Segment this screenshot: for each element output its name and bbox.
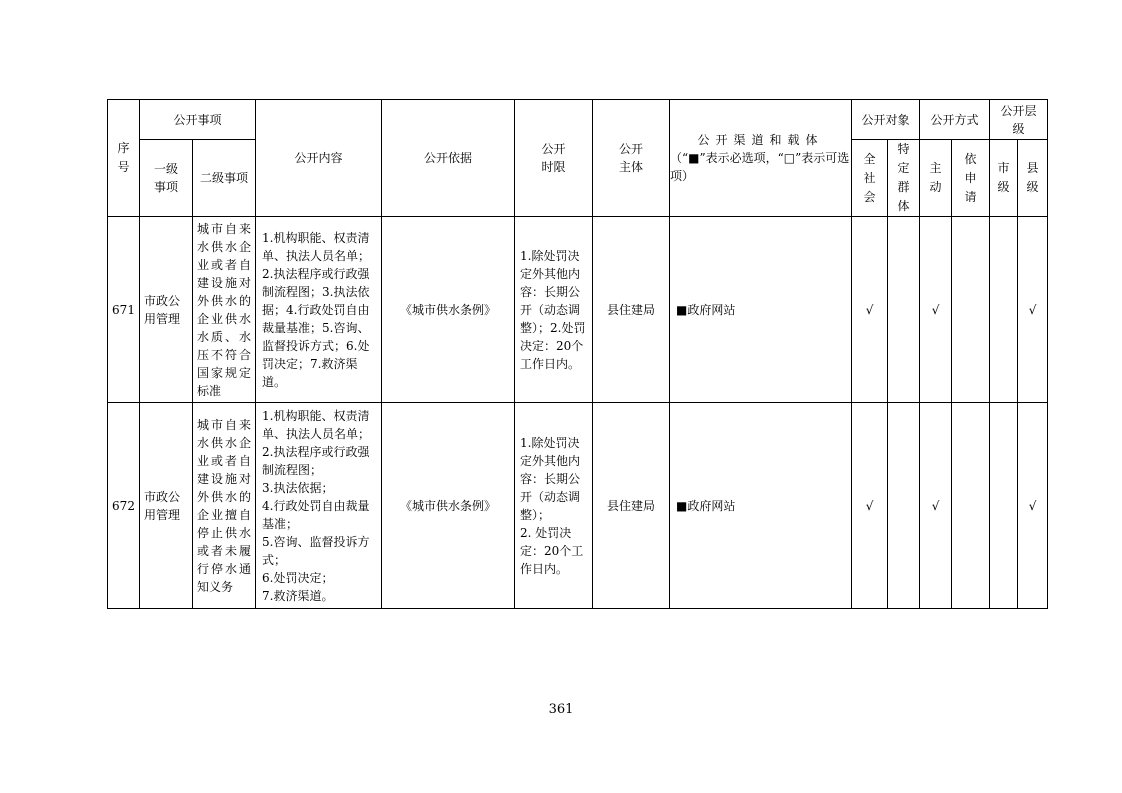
- row-level2: [193, 217, 256, 403]
- header-time-limit: [515, 100, 593, 217]
- row-subject: 县住建局: [593, 403, 670, 609]
- table-body: [108, 217, 1048, 609]
- row-level1-text: 市政公用管理: [144, 489, 181, 522]
- row-level2: [193, 403, 256, 609]
- header-basis: 公开依据: [382, 100, 515, 217]
- header-level2: 二级事项: [193, 140, 256, 217]
- row-channel-text: ■政府网站: [676, 498, 736, 513]
- header-method-apply-label: 依申请: [964, 151, 977, 204]
- header-content: 公开内容: [256, 100, 382, 217]
- header-level: [990, 100, 1048, 140]
- row-basis: 《城市供水条例》: [382, 403, 515, 609]
- row-level1: [140, 403, 193, 609]
- header-level-city-label: 市级: [997, 161, 1010, 194]
- header-subject: [593, 100, 670, 217]
- header-seq: [108, 100, 140, 217]
- row-time-limit: [515, 217, 593, 403]
- header-channel-note: （“■”表示必选项，“□”表示可选项）: [670, 151, 850, 183]
- row-method-active: √: [920, 403, 952, 609]
- row-audience-all: √: [852, 403, 888, 609]
- header-audience-all: [852, 140, 888, 217]
- row-level-city: [990, 217, 1018, 403]
- header-seq-label: 序号: [117, 141, 130, 174]
- header-audience-all-label: 全社会: [863, 151, 876, 204]
- row-content-text: 1.机构职能、权责清单、执法人员名单；2.执法程序或行政强制流程图；3.执法依据；4.行政处罚自由裁量基准；5.咨询、监督投诉方式；6.处罚决定；7.救济渠道。: [262, 230, 371, 389]
- header-method-active: [920, 140, 952, 217]
- row-level2-text: 城市自来水供水企业或者自建设施对外供水的企业擅自停止供水或者未履行停水通知义务: [197, 417, 252, 594]
- row-content: [256, 217, 382, 403]
- row-seq: 671: [108, 217, 140, 403]
- row-level2-text: 城市自来水供水企业或者自建设施对外供水的企业供水水质、水压不符合国家规定标准: [197, 221, 252, 398]
- header-level1: [140, 140, 193, 217]
- header-subject-label: 公开主体: [619, 142, 644, 174]
- disclosure-table: [107, 99, 1048, 609]
- header-audience-specific-label: 特定群体: [897, 142, 910, 213]
- row-level-city: [990, 403, 1018, 609]
- row-time-limit-text: 1.除处罚决定外其他内容：长期公开（动态调整）；2.处罚决定：20个工作日内。: [520, 248, 586, 371]
- content-line: 4.行政处罚自由裁量基准；: [262, 498, 370, 531]
- content-line: 3.执法依据；: [262, 480, 334, 495]
- row-level1: [140, 217, 193, 403]
- table-row: [108, 403, 1048, 609]
- header-audience: 公开对象: [852, 100, 920, 140]
- row-seq: 672: [108, 403, 140, 609]
- table-header: [108, 100, 1048, 217]
- header-method-apply: [952, 140, 990, 217]
- header-matter: 公开事项: [140, 100, 256, 140]
- header-level1-label: 一级事项: [153, 162, 178, 194]
- content-line: 5.咨询、监督投诉方式；: [262, 534, 370, 567]
- row-channel-text: ■政府网站: [676, 302, 736, 317]
- row-method-apply: [952, 217, 990, 403]
- row-channel: [670, 403, 852, 609]
- row-time-limit: [515, 403, 593, 609]
- row-method-active: √: [920, 217, 952, 403]
- header-audience-specific: [888, 140, 920, 217]
- row-basis: 《城市供水条例》: [382, 217, 515, 403]
- header-channel-title: 公开渠道和载体: [697, 133, 824, 147]
- header-method-active-label: 主动: [929, 161, 942, 194]
- row-audience-all: √: [852, 217, 888, 403]
- row-subject: 县住建局: [593, 217, 670, 403]
- time-limit-line: 1.除处罚决定外其他内容：长期公开（动态调整）；: [520, 435, 581, 522]
- row-audience-specific: [888, 217, 920, 403]
- content-line: 2.执法程序或行政强制流程图；: [262, 444, 370, 477]
- row-method-apply: [952, 403, 990, 609]
- header-level-label: 公开层级: [1000, 103, 1037, 136]
- page-number: 361: [548, 702, 574, 717]
- header-level-county-label: 县级: [1026, 161, 1039, 194]
- content-line: 7.救济渠道。: [262, 588, 334, 603]
- header-level-county: [1018, 140, 1048, 217]
- header-channel: [670, 100, 852, 217]
- row-level-county: √: [1018, 403, 1048, 609]
- row-channel: [670, 217, 852, 403]
- row-content: [256, 403, 382, 609]
- row-content-list: [256, 407, 381, 605]
- time-limit-line: 2. 处罚决定：20个工作日内。: [520, 525, 584, 576]
- table-row: [108, 217, 1048, 403]
- row-level-county: √: [1018, 217, 1048, 403]
- content-line: 1.机构职能、权责清单、执法人员名单；: [262, 408, 371, 441]
- header-level-city: [990, 140, 1018, 217]
- row-level1-text: 市政公用管理: [144, 293, 181, 326]
- row-audience-specific: [888, 403, 920, 609]
- content-line: 6.处罚决定；: [262, 570, 334, 585]
- header-time-limit-label: 公开时限: [541, 142, 566, 174]
- header-method: 公开方式: [920, 100, 990, 140]
- row-time-limit-list: [515, 434, 592, 578]
